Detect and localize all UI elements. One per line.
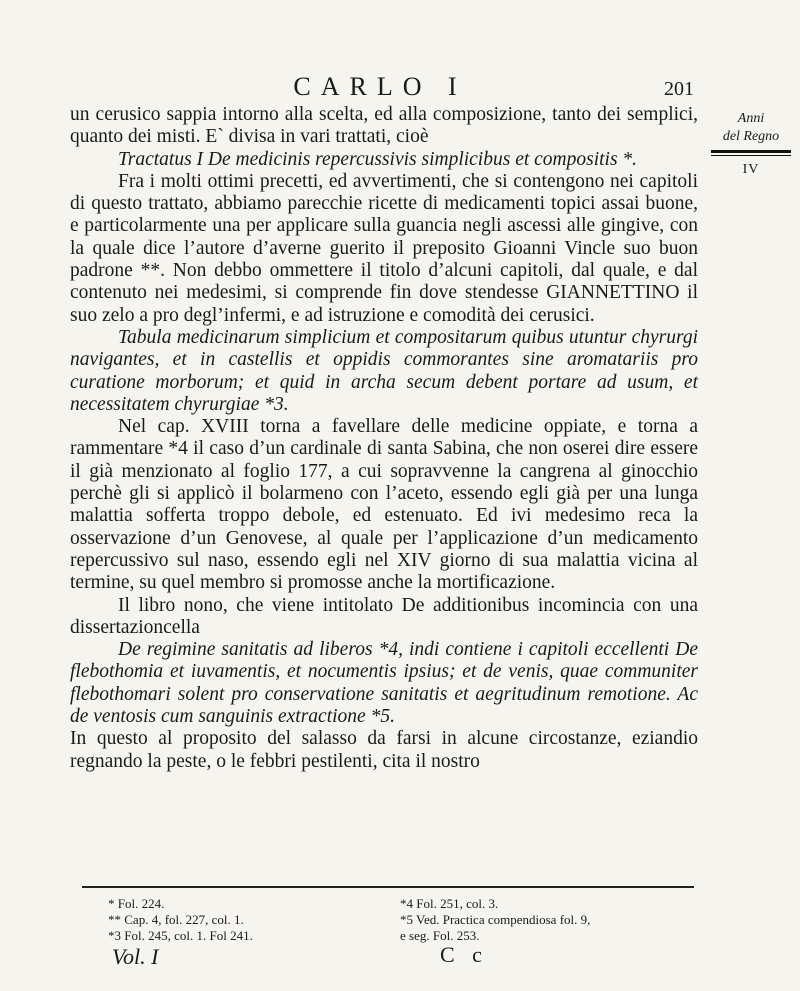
margin-note xyxy=(705,110,797,178)
footnotes-right xyxy=(400,896,700,944)
margin-rule-thin xyxy=(711,155,791,156)
footnote-rule xyxy=(82,886,694,888)
margin-note-line-2: del Regno xyxy=(722,129,780,144)
gathering-signature: C c xyxy=(440,942,488,967)
paragraph-cap-xviii: Nel cap. XVIII torna a favellare delle medicine oppiate, e torna a rammentare *4 il caso d’un cardinale di santa Sabina, che non oserei dire essere il già menzionato al foglio 177, a cui sopravvenne la cangrena al ginocchio perchè gli si applicò il bolarmeno con l’aceto, essendo egli già per una lunga malattia sofferta troppo debole, ed estenuato. Ed ivi medesimo reca la osservazione d’un Genovese, al quale per l’applicazione d’un medicamento repercussivo sul naso, essendo egli nel XIV giorno di sua malattia vicina al termine, su quel membro si promosse anche la mortificazione. xyxy=(70,416,698,594)
footnote: e seg. Fol. 253. xyxy=(400,928,480,943)
margin-rule-thick xyxy=(711,150,791,153)
main-text xyxy=(70,104,698,773)
footnote: *3 Fol. 245, col. 1. Fol 241. xyxy=(108,928,253,943)
paragraph-tractatus-title: Tractatus I De medicinis repercussivis simplicibus et compositis *. xyxy=(118,148,638,170)
paragraph-libro-nono: Il libro nono, che viene intitolato De additionibus incomincia con una dissertazioncella xyxy=(70,594,698,638)
paragraph-tabula-title: Tabula medicinarum simplicium et compositarum quibus utuntur chyrurgi navigantes, et in castellis et oppidis commorantes sine aromatariis pro curatione morborum; et quid in archa secum debent portare ad usum, et necessitatem chyrurgiae *3. xyxy=(70,326,698,415)
footnote: *5 Ved. Practica compendiosa fol. 9, xyxy=(400,912,591,927)
footnotes-left xyxy=(108,896,358,944)
paragraph-de-regimine: De regimine sanitatis ad liberos *4, indi contiene i capitoli eccellenti De flebothomia et iuvamentis, et nocumentis ipsius; et de venis, quae communiter flebothomari solent pro conservatione sanitatis et aegritudinum remotione. Ac de ventosis cum sanguinis extractione *5. xyxy=(70,639,698,728)
footnote: *4 Fol. 251, col. 3. xyxy=(400,896,499,911)
paragraph-salasso: In questo al proposito del salasso da farsi in alcune circostanze, eziandio regnando la peste, o le febbri pestilenti, cita il nostro xyxy=(70,728,698,772)
running-header xyxy=(70,72,694,106)
running-title: CARLO I xyxy=(293,72,467,101)
paragraph-precetti: Fra i molti ottimi precetti, ed avvertimenti, che si contengono nei capitoli di questo trattato, abbiamo parecchie ricette di medicamenti topici assai buone, e particolarmente una per applicare sulla guancia negli ascessi alle gingive, con la quale dice l’autore d’averne guerito il preposito Gioanni Vincle suo buon padrone **. Non debbo ommettere il titolo d’alcuni capitoli, dal quale, e dal contenuto nei medesimi, si comprende fin dove stendesse GIANNETTINO il suo zelo a pro degl’infermi, e ad istruzione e comodità dei cerusici. xyxy=(70,170,698,326)
footnote: ** Cap. 4, fol. 227, col. 1. xyxy=(108,912,244,927)
margin-note-line-1: Anni xyxy=(737,111,765,126)
volume-signature: Vol. I xyxy=(112,944,159,969)
page-number: 201 xyxy=(664,78,694,100)
paragraph-continued: un cerusico sappia intorno alla scelta, ed alla composizione, tanto dei semplici, quanto dei misti. E` divisa in vari trattati, cioè xyxy=(70,104,698,148)
margin-note-year: IV xyxy=(742,162,760,177)
footnote: * Fol. 224. xyxy=(108,896,165,911)
